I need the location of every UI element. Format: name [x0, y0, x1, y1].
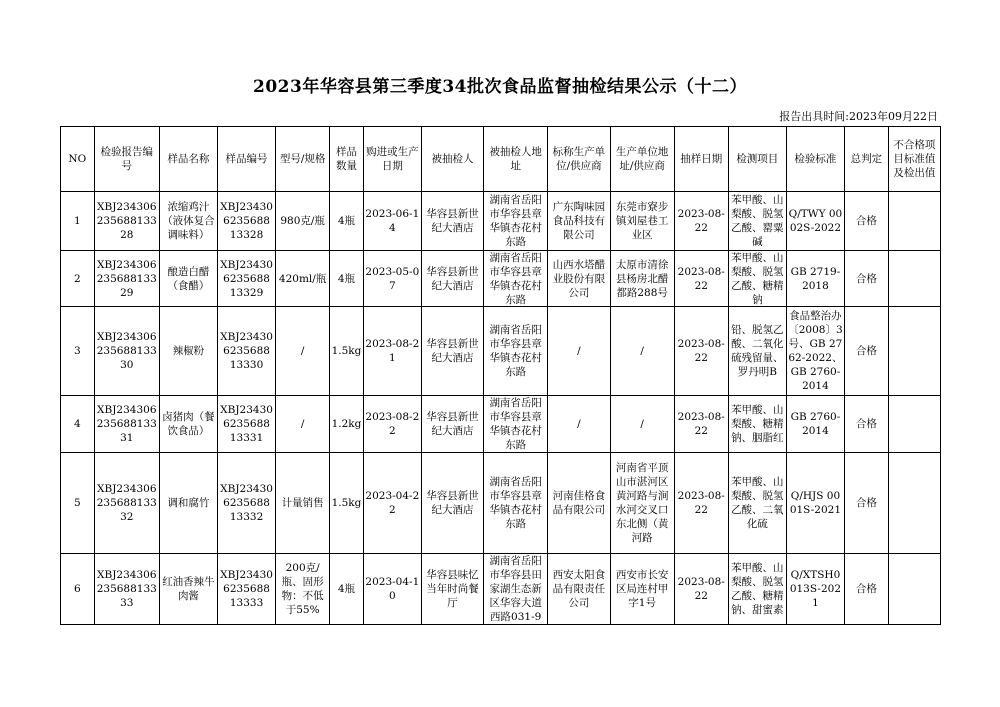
cell-verdict: 合格	[844, 307, 888, 396]
cell-nonconforming	[888, 192, 940, 251]
cell-no: 3	[61, 307, 95, 396]
cell-sampled-party: 华容县新世纪大酒店	[421, 192, 483, 251]
cell-manufacturer-address: 太原市清徐县杨房北醋都路288号	[610, 251, 674, 307]
cell-manufacturer: 山西水塔醋业股份有限公司	[548, 251, 610, 307]
cell-report-no: XBJ23430623568813329	[94, 251, 159, 307]
cell-sampled-party: 华容县新世纪大酒店	[421, 396, 483, 453]
cell-sample-no: XBJ234306235688 13329	[218, 251, 276, 307]
cell-quantity: 1.2kg	[330, 396, 364, 453]
cell-quantity: 4瓶	[330, 192, 364, 251]
header-sampling-date: 抽样日期	[674, 127, 728, 192]
header-spec: 型号/规格	[276, 127, 330, 192]
cell-date: 2023-04-22	[363, 453, 421, 554]
cell-quantity: 4瓶	[330, 554, 364, 625]
cell-report-no: XBJ23430623568813333	[94, 554, 159, 625]
cell-report-no: XBJ23430623568813328	[94, 192, 159, 251]
cell-standard: GB 2760-2014	[786, 396, 844, 453]
cell-sampling-date: 2023-08-22	[674, 453, 728, 554]
header-quantity: 样品数量	[330, 127, 364, 192]
cell-sample-name: 调和腐竹	[159, 453, 217, 554]
cell-verdict: 合格	[844, 192, 888, 251]
cell-quantity: 1.5kg	[330, 307, 364, 396]
header-sampled-address: 被抽检人地址	[484, 127, 548, 192]
cell-spec: /	[276, 396, 330, 453]
cell-sampled-address: 湖南省岳阳市华容县章华镇杏花村东路	[484, 396, 548, 453]
header-nonconforming: 不合格项目标准值及检出值	[888, 127, 940, 192]
cell-date: 2023-05-07	[363, 251, 421, 307]
cell-verdict: 合格	[844, 554, 888, 625]
header-manufacturer: 标称生产单位/供应商	[548, 127, 610, 192]
cell-date: 2023-08-22	[363, 396, 421, 453]
cell-sampled-party: 华容县新世纪大酒店	[421, 251, 483, 307]
cell-sampled-address: 湖南省岳阳市华容县章华镇杏花村东路	[484, 453, 548, 554]
cell-spec: 200克/瓶、固形物：不低于55%	[276, 554, 330, 625]
cell-spec: 980克/瓶	[276, 192, 330, 251]
cell-test-items: 苯甲酸、山梨酸、脱氢乙酸、糖精钠、甜蜜素	[728, 554, 786, 625]
header-sample-no: 样品编号	[218, 127, 276, 192]
cell-test-items: 铅、脱氢乙酸、二氧化硫残留量、罗丹明B	[728, 307, 786, 396]
results-table	[60, 126, 941, 625]
cell-manufacturer-address: 西安市长安区局连村甲字1号	[610, 554, 674, 625]
cell-spec: /	[276, 307, 330, 396]
cell-date: 2023-04-10	[363, 554, 421, 625]
cell-manufacturer: /	[548, 307, 610, 396]
cell-standard: 食品整治办〔2008〕3号、GB 2762-2022、GB 2760-2014	[786, 307, 844, 396]
cell-manufacturer: 河南佳格食品有限公司	[548, 453, 610, 554]
cell-spec: 计量销售	[276, 453, 330, 554]
cell-verdict: 合格	[844, 396, 888, 453]
header-verdict: 总判定	[844, 127, 888, 192]
table-row	[61, 307, 941, 396]
cell-test-items: 苯甲酸、山梨酸、糖精钠、胭脂红	[728, 396, 786, 453]
cell-sampled-address: 湖南省岳阳市华容县章华镇杏花村东路	[484, 307, 548, 396]
cell-standard: Q/XTSH0013S-2021	[786, 554, 844, 625]
cell-nonconforming	[888, 554, 940, 625]
table-row	[61, 396, 941, 453]
cell-no: 5	[61, 453, 95, 554]
cell-nonconforming	[888, 396, 940, 453]
cell-no: 2	[61, 251, 95, 307]
cell-manufacturer-address: 河南省平顶山市湛河区黄河路与涧水河交叉口东北侧（黄河路	[610, 453, 674, 554]
cell-sample-no: XBJ234306235688 13332	[218, 453, 276, 554]
header-sample-name: 样品名称	[159, 127, 217, 192]
cell-quantity: 4瓶	[330, 251, 364, 307]
cell-sampled-party: 华容县新世纪大酒店	[421, 307, 483, 396]
cell-sampled-address: 湖南省岳阳市华容县章华镇杏花村东路	[484, 251, 548, 307]
cell-sampling-date: 2023-08-22	[674, 251, 728, 307]
cell-sampling-date: 2023-08-22	[674, 307, 728, 396]
cell-sampling-date: 2023-08-22	[674, 192, 728, 251]
cell-sampling-date: 2023-08-22	[674, 396, 728, 453]
header-no: NO	[61, 127, 95, 192]
cell-sampled-party: 华容县味忆当年时尚餐厅	[421, 554, 483, 625]
report-date: 报告出具时间:2023年09月22日	[779, 110, 938, 123]
cell-nonconforming	[888, 307, 940, 396]
cell-manufacturer: 西安太阳食品有限责任公司	[548, 554, 610, 625]
cell-report-no: XBJ23430623568813332	[94, 453, 159, 554]
cell-manufacturer-address: /	[610, 396, 674, 453]
cell-test-items: 苯甲酸、山梨酸、脱氢乙酸、二氧化硫	[728, 453, 786, 554]
table-row	[61, 554, 941, 625]
cell-sample-name: 红油香辣牛肉酱	[159, 554, 217, 625]
cell-manufacturer-address: 东莞市寮步镇刘屋巷工业区	[610, 192, 674, 251]
table-header-row	[61, 127, 941, 192]
cell-manufacturer-address: /	[610, 307, 674, 396]
header-test-items: 检测项目	[728, 127, 786, 192]
cell-report-no: XBJ23430623568813331	[94, 396, 159, 453]
cell-sample-name: 浓缩鸡汁（液体复合调味料）	[159, 192, 217, 251]
cell-manufacturer: /	[548, 396, 610, 453]
cell-spec: 420ml/瓶	[276, 251, 330, 307]
cell-standard: GB 2719-2018	[786, 251, 844, 307]
cell-standard: Q/HJS 0001S-2021	[786, 453, 844, 554]
cell-date: 2023-06-14	[363, 192, 421, 251]
cell-test-items: 苯甲酸、山梨酸、脱氢乙酸、罂粟碱	[728, 192, 786, 251]
cell-no: 6	[61, 554, 95, 625]
cell-sampled-address: 湖南省岳阳市华容县章华镇杏花村东路	[484, 192, 548, 251]
cell-report-no: XBJ23430623568813330	[94, 307, 159, 396]
cell-nonconforming	[888, 251, 940, 307]
cell-date: 2023-08-21	[363, 307, 421, 396]
cell-standard: Q/TWY 0002S-2022	[786, 192, 844, 251]
cell-sample-no: XBJ234306235688 13328	[218, 192, 276, 251]
header-sampled-party: 被抽检人	[421, 127, 483, 192]
cell-sample-no: XBJ234306235688 13331	[218, 396, 276, 453]
cell-sample-no: XBJ234306235688 13330	[218, 307, 276, 396]
cell-sample-no: XBJ234306235688 13333	[218, 554, 276, 625]
cell-sample-name: 酿造白醋（食醋）	[159, 251, 217, 307]
cell-no: 1	[61, 192, 95, 251]
table-row	[61, 251, 941, 307]
cell-verdict: 合格	[844, 251, 888, 307]
header-report-no: 检验报告编号	[94, 127, 159, 192]
cell-manufacturer: 广东陶味园食品科技有限公司	[548, 192, 610, 251]
cell-sample-name: 卤猪肉（餐饮食品）	[159, 396, 217, 453]
cell-sampled-address: 湖南省岳阳市华容县田家湖生态新区华容大道西路031-9	[484, 554, 548, 625]
cell-no: 4	[61, 396, 95, 453]
cell-quantity: 1.5kg	[330, 453, 364, 554]
cell-sample-name: 辣椒粉	[159, 307, 217, 396]
header-manufacturer-address: 生产单位地址/供应商	[610, 127, 674, 192]
table-row	[61, 192, 941, 251]
header-date: 购进或生产日期	[363, 127, 421, 192]
page-title: 2023年华容县第三季度34批次食品监督抽检结果公示（十二）	[253, 77, 747, 97]
cell-nonconforming	[888, 453, 940, 554]
header-standard: 检验标准	[786, 127, 844, 192]
table-row	[61, 453, 941, 554]
cell-sampling-date: 2023-08-22	[674, 554, 728, 625]
cell-verdict: 合格	[844, 453, 888, 554]
cell-test-items: 苯甲酸、山梨酸、脱氢乙酸、糖精钠	[728, 251, 786, 307]
cell-sampled-party: 华容县新世纪大酒店	[421, 453, 483, 554]
